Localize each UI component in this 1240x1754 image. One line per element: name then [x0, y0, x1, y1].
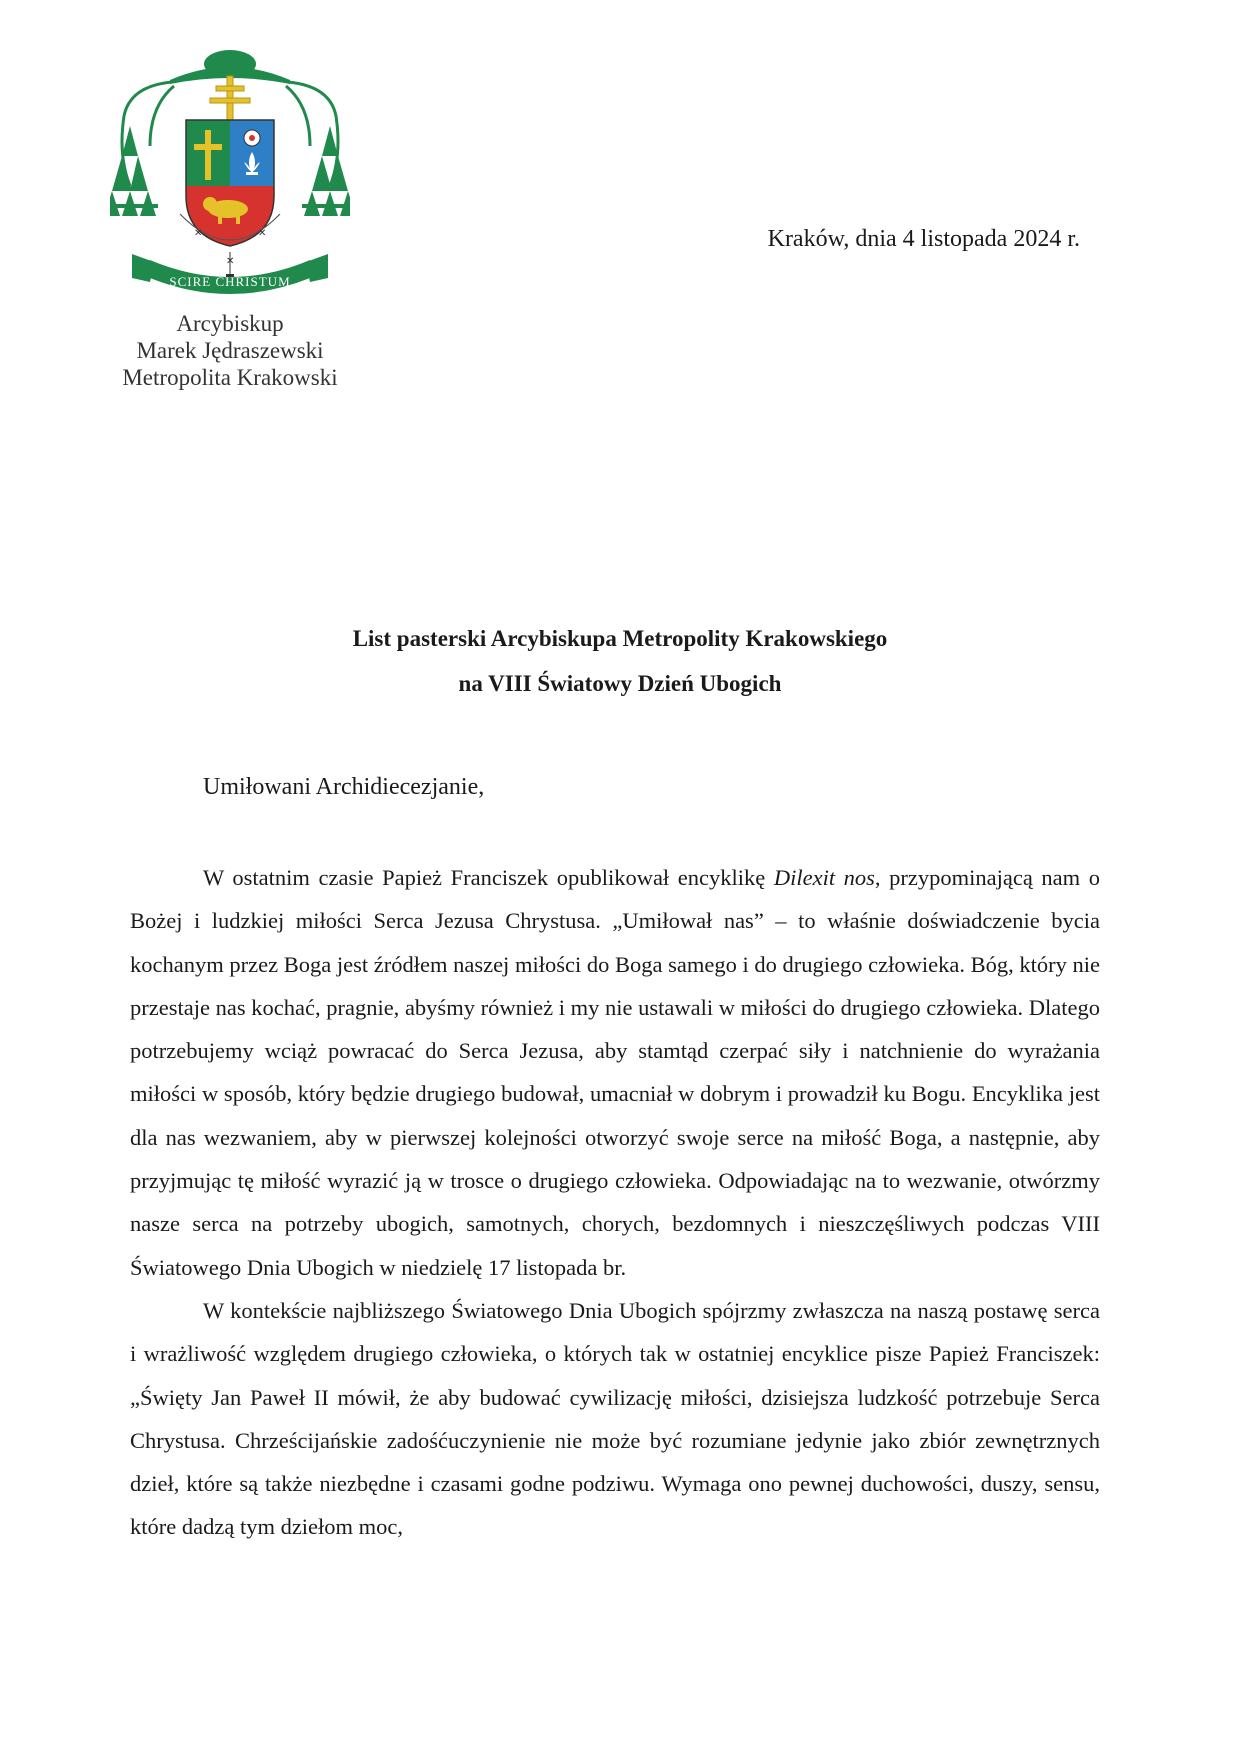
paragraph-1	[130, 856, 1100, 1289]
sender-block	[90, 310, 370, 391]
motto-text: SCIRE CHRISTUM	[169, 274, 291, 289]
sender-office: Metropolita Krakowski	[122, 365, 338, 390]
title-line-2: na VIII Światowy Dzień Ubogich	[458, 671, 782, 696]
svg-text:✕: ✕	[194, 228, 203, 239]
svg-text:✕: ✕	[226, 256, 235, 267]
archiepiscopal-cross-icon	[210, 76, 250, 122]
svg-text:✕: ✕	[258, 228, 267, 239]
coat-of-arms	[110, 46, 350, 306]
salutation: Umiłowani Archidiecezjanie,	[203, 774, 485, 800]
letter-body	[130, 856, 1100, 1549]
sender-name: Marek Jędraszewski	[136, 338, 324, 363]
letter-date: Kraków, dnia 4 listopada 2024 r.	[767, 226, 1080, 252]
letter-title	[160, 616, 1080, 706]
paragraph-2: W kontekście najbliższego Światowego Dnia Ubogich spójrzmy zwłaszcza na naszą postawę serca i wrażliwość względem drugiego człowieka, o których tak w ostatniej encyklice pisze Papież Franciszek: „Święty Jan Paweł II mówił, że aby budować cywilizację miłości, dzisiejsza ludzkość potrzebuje Serca Chrystusa. Chrześcijańskie zadośćuczynienie nie może być rozumiane jedynie jako zbiór zewnętrznych dzieł, które są także niezbędne i czasami godne podziwu. Wymaga ono pewnej duchowości, duszy, sensu, które dadzą tym dziełom moc,	[130, 1297, 1100, 1540]
paragraph-1-start: W ostatnim czasie Papież Franciszek opublikował encyklikę	[203, 865, 774, 890]
title-line-1: List pasterski Arcybiskupa Metropolity Krakowskiego	[352, 626, 888, 651]
encyclical-title: Dilexit nos	[773, 865, 875, 890]
sender-title: Arcybiskup	[176, 311, 284, 336]
paragraph-1-rest: , przypominającą nam o Bożej i ludzkiej miłości Serca Jezusa Chrystusa. „Umiłował nas” – to właśnie doświadczenie bycia kochanym przez Boga jest źródłem naszej miłości do Boga samego i do drugiego człowieka. Bóg, który nie przestaje nas kochać, pragnie, abyśmy również i my nie ustawali w miłości do drugiego człowieka. Dlatego potrzebujemy wciąż powracać do Serca Jezusa, aby stamtąd czerpać siły i natchnienie do wyrażania miłości w sposób, który będzie drugiego budował, umacniał w dobrym i prowadził ku Bogu. Encyklika jest dla nas wezwaniem, aby w pierwszej kolejności otworzyć swoje serce na miłość Boga, a następnie, aby przyjmując tę miłość wyrazić ją w trosce o drugiego człowieka. Odpowiadając na to wezwanie, otwórzmy nasze serca na potrzeby ubogich, samotnych, chorych, bezdomnych i nieszczęśliwych podczas VIII Światowego Dnia Ubogich w niedzielę 17 listopada br.	[130, 865, 1100, 1280]
